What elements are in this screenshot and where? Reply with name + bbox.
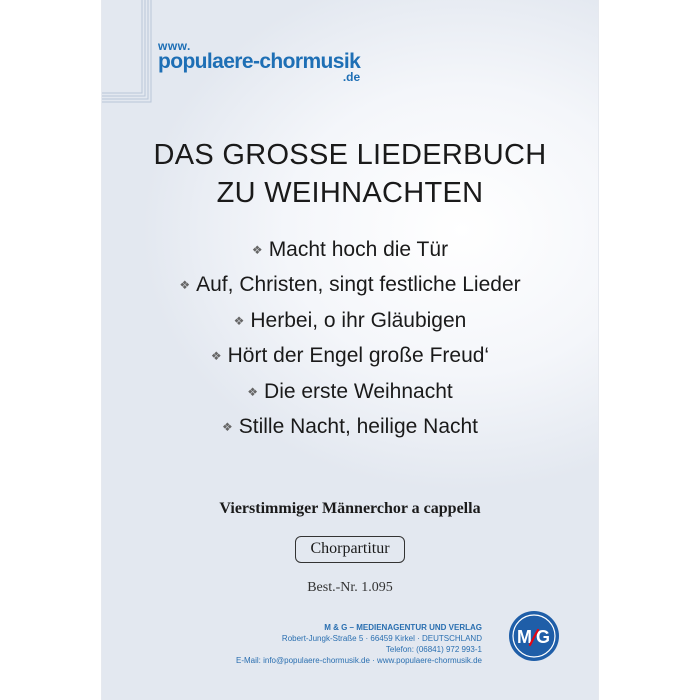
diamond-bullet-icon: ❖	[210, 349, 222, 364]
publisher-phone: Telefon: (06841) 972 993-1	[385, 645, 482, 654]
publisher-info	[236, 622, 482, 666]
logo-www: www.	[158, 39, 191, 53]
logo-tld: .de	[342, 70, 361, 84]
diamond-bullet-icon: ❖	[221, 419, 233, 434]
song-item	[102, 374, 598, 409]
song-item	[102, 267, 598, 302]
choir-voicing: Vierstimmiger Männerchor a cappella	[219, 500, 481, 517]
title-line-2: ZU WEIHNACHTEN	[216, 177, 484, 209]
mg-brand-logo-icon	[508, 610, 560, 662]
song-item	[102, 303, 598, 338]
song-title: Herbei, o ihr Gläubigen	[250, 308, 467, 332]
song-item	[102, 338, 598, 373]
publisher-name: M & G – MEDIENAGENTUR UND VERLAG	[324, 623, 482, 632]
order-number: Best.-Nr. 1.095	[307, 580, 393, 595]
song-item	[102, 232, 598, 267]
site-logo[interactable]	[158, 40, 360, 83]
song-item	[102, 409, 598, 444]
title-line-1: DAS GROSSE LIEDERBUCH	[153, 139, 547, 171]
song-title: Die erste Weihnacht	[264, 379, 453, 403]
logo-letter-g: G	[536, 627, 551, 647]
cover-page	[102, 0, 598, 700]
diamond-bullet-icon: ❖	[179, 278, 191, 293]
song-list	[102, 232, 598, 444]
song-title: Hört der Engel große Freud‘	[227, 344, 490, 368]
edition-badge-wrapper	[102, 536, 598, 563]
publisher-contact: E-Mail: info@populaere-chormusik.de · www.populaere-chormusik.de	[235, 656, 482, 665]
song-title: Auf, Christen, singt festliche Lieder	[196, 273, 521, 297]
song-title: Macht hoch die Tür	[268, 238, 449, 261]
edition-badge: Chorpartitur	[295, 536, 404, 563]
logo-letter-m: M	[517, 627, 532, 647]
diamond-bullet-icon: ❖	[251, 243, 263, 257]
publisher-address: Robert-Jungk-Straße 5 · 66459 Kirkel · DEUTSCHLAND	[281, 634, 482, 643]
book-title	[102, 136, 598, 212]
logo-domain: populaere-chormusik	[158, 50, 361, 73]
diamond-bullet-icon: ❖	[247, 384, 259, 399]
song-title: Stille Nacht, heilige Nacht	[238, 414, 479, 438]
diamond-bullet-icon: ❖	[233, 313, 245, 328]
